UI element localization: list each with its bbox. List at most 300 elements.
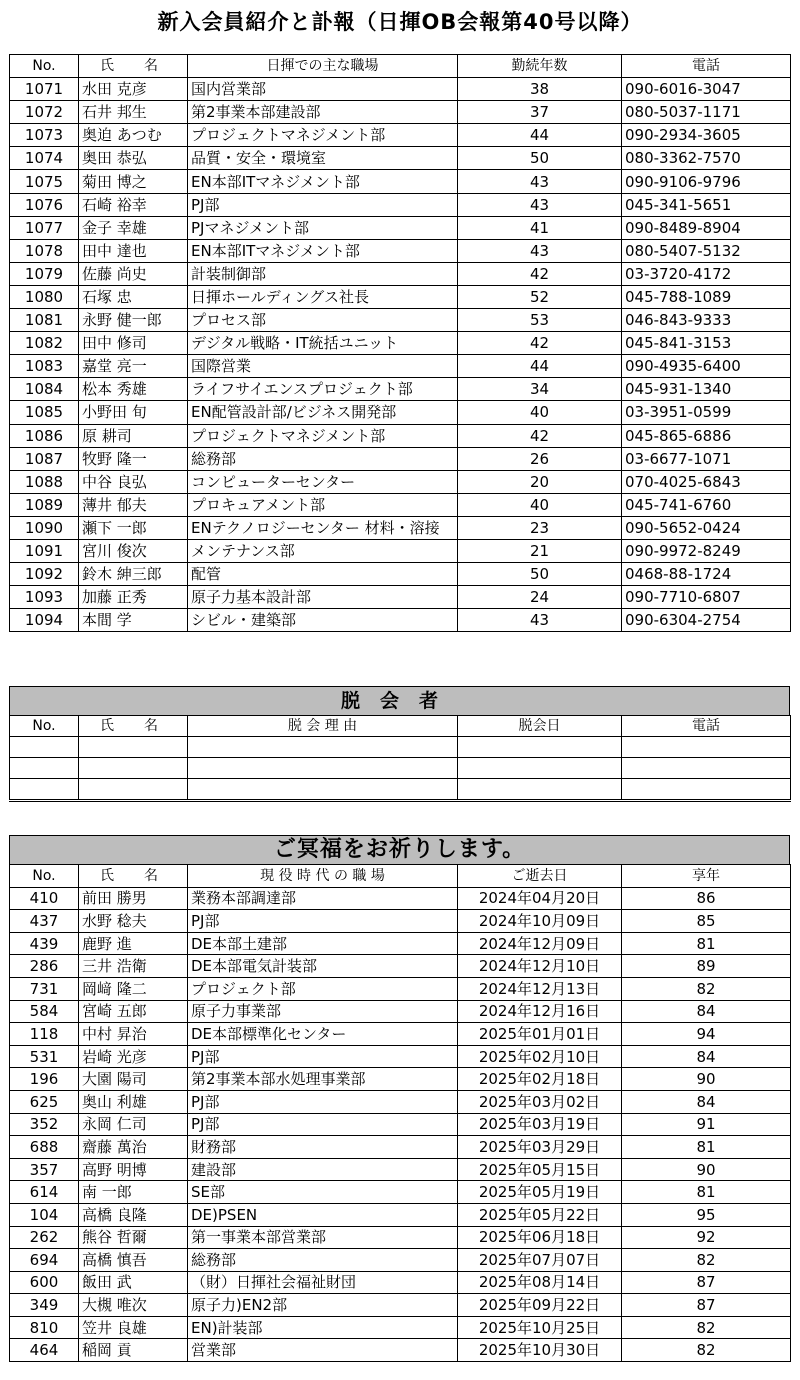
member-phone: 070-4025-6843	[622, 470, 791, 493]
deceased-no: 286	[10, 955, 79, 978]
member-years: 23	[458, 516, 622, 539]
member-department: EN本部ITマネジメント部	[188, 239, 458, 262]
member-name: 薄井 郁夫	[79, 493, 188, 516]
table-row	[10, 887, 791, 910]
deceased-date: 2025年05月19日	[458, 1181, 622, 1204]
withdrawal-name	[79, 758, 188, 779]
member-years: 50	[458, 147, 622, 170]
member-phone: 080-5037-1171	[622, 101, 791, 124]
member-name: 田中 修司	[79, 332, 188, 355]
header-no: No.	[10, 716, 79, 737]
member-years: 53	[458, 309, 622, 332]
deceased-no: 600	[10, 1271, 79, 1294]
table-row	[10, 779, 791, 801]
member-phone: 090-2934-3605	[622, 124, 791, 147]
deceased-age: 84	[622, 1045, 791, 1068]
deceased-name: 大槻 唯次	[79, 1294, 188, 1317]
member-phone: 03-3720-4172	[622, 262, 791, 285]
member-department: PJマネジメント部	[188, 216, 458, 239]
withdrawal-no	[10, 737, 79, 758]
header-name: 氏 名	[79, 716, 188, 737]
members-body	[10, 78, 791, 632]
deceased-no: 104	[10, 1203, 79, 1226]
member-no: 1082	[10, 332, 79, 355]
deceased-no: 439	[10, 932, 79, 955]
member-years: 50	[458, 563, 622, 586]
member-years: 38	[458, 78, 622, 101]
member-years: 24	[458, 586, 622, 609]
deceased-no: 584	[10, 1000, 79, 1023]
deceased-name: 南 一郎	[79, 1181, 188, 1204]
member-years: 43	[458, 193, 622, 216]
table-row	[10, 124, 791, 147]
deceased-date: 2025年10月25日	[458, 1316, 622, 1339]
deceased-workplace: 営業部	[188, 1339, 458, 1362]
member-department: 計装制御部	[188, 262, 458, 285]
obituaries-table	[9, 864, 791, 1362]
deceased-date: 2025年10月30日	[458, 1339, 622, 1362]
table-row	[10, 285, 791, 308]
member-years: 26	[458, 447, 622, 470]
table-row	[10, 332, 791, 355]
member-years: 37	[458, 101, 622, 124]
withdrawal-phone	[622, 737, 791, 758]
withdrawal-no	[10, 758, 79, 779]
member-years: 44	[458, 355, 622, 378]
deceased-name: 岩崎 光彦	[79, 1045, 188, 1068]
deceased-name: 永岡 仁司	[79, 1113, 188, 1136]
deceased-age: 82	[622, 1249, 791, 1272]
deceased-date: 2024年04月20日	[458, 887, 622, 910]
table-row	[10, 1068, 791, 1091]
deceased-workplace: プロジェクト部	[188, 977, 458, 1000]
table-row	[10, 586, 791, 609]
member-department: PJ部	[188, 193, 458, 216]
deceased-age: 92	[622, 1226, 791, 1249]
member-no: 1087	[10, 447, 79, 470]
deceased-workplace: SE部	[188, 1181, 458, 1204]
deceased-age: 90	[622, 1158, 791, 1181]
deceased-age: 90	[622, 1068, 791, 1091]
deceased-no: 349	[10, 1294, 79, 1317]
table-row	[10, 1136, 791, 1159]
member-phone: 0468-88-1724	[622, 563, 791, 586]
deceased-no: 357	[10, 1158, 79, 1181]
member-years: 43	[458, 239, 622, 262]
member-no: 1083	[10, 355, 79, 378]
header-workplace: 現 役 時 代 の 職 場	[188, 865, 458, 888]
deceased-date: 2025年03月29日	[458, 1136, 622, 1159]
deceased-date: 2025年05月22日	[458, 1203, 622, 1226]
member-name: 原 耕司	[79, 424, 188, 447]
table-row	[10, 1316, 791, 1339]
deceased-workplace: 原子力事業部	[188, 1000, 458, 1023]
member-phone: 045-865-6886	[622, 424, 791, 447]
member-years: 42	[458, 262, 622, 285]
member-name: 牧野 隆一	[79, 447, 188, 470]
table-row	[10, 401, 791, 424]
table-row	[10, 309, 791, 332]
deceased-date: 2025年02月10日	[458, 1045, 622, 1068]
table-row	[10, 493, 791, 516]
withdrawal-name	[79, 737, 188, 758]
member-no: 1093	[10, 586, 79, 609]
member-department: プロジェクトマネジメント部	[188, 124, 458, 147]
member-name: 鈴木 紳三郎	[79, 563, 188, 586]
member-years: 21	[458, 539, 622, 562]
member-phone: 046-843-9333	[622, 309, 791, 332]
deceased-workplace: 原子力)EN2部	[188, 1294, 458, 1317]
deceased-no: 531	[10, 1045, 79, 1068]
member-name: 奥迫 あつむ	[79, 124, 188, 147]
table-row	[10, 470, 791, 493]
deceased-name: 大園 陽司	[79, 1068, 188, 1091]
member-no: 1072	[10, 101, 79, 124]
member-no: 1094	[10, 609, 79, 632]
member-years: 52	[458, 285, 622, 308]
deceased-name: 岡﨑 隆二	[79, 977, 188, 1000]
member-name: 加藤 正秀	[79, 586, 188, 609]
member-years: 42	[458, 424, 622, 447]
deceased-no: 810	[10, 1316, 79, 1339]
member-name: 小野田 旬	[79, 401, 188, 424]
withdrawals-header-row	[10, 716, 791, 737]
deceased-no: 464	[10, 1339, 79, 1362]
table-row	[10, 193, 791, 216]
deceased-date: 2025年01月01日	[458, 1023, 622, 1046]
deceased-no: 437	[10, 910, 79, 933]
member-no: 1088	[10, 470, 79, 493]
member-name: 奥田 恭弘	[79, 147, 188, 170]
member-phone: 080-5407-5132	[622, 239, 791, 262]
member-department: 品質・安全・環境室	[188, 147, 458, 170]
member-no: 1084	[10, 378, 79, 401]
member-no: 1092	[10, 563, 79, 586]
withdrawal-reason	[188, 779, 458, 801]
member-phone: 090-4935-6400	[622, 355, 791, 378]
deceased-workplace: 総務部	[188, 1249, 458, 1272]
deceased-workplace: PJ部	[188, 1090, 458, 1113]
deceased-no: 352	[10, 1113, 79, 1136]
table-row	[10, 170, 791, 193]
deceased-no: 694	[10, 1249, 79, 1272]
deceased-workplace: DE本部土建部	[188, 932, 458, 955]
withdrawals-body	[10, 737, 791, 801]
deceased-date: 2024年12月16日	[458, 1000, 622, 1023]
member-years: 42	[458, 332, 622, 355]
member-name: 田中 達也	[79, 239, 188, 262]
deceased-date: 2025年07月07日	[458, 1249, 622, 1272]
deceased-date: 2024年10月09日	[458, 910, 622, 933]
deceased-name: 中村 昇治	[79, 1023, 188, 1046]
deceased-name: 三井 浩衛	[79, 955, 188, 978]
member-no: 1071	[10, 78, 79, 101]
deceased-no: 614	[10, 1181, 79, 1204]
header-years: 勤続年数	[458, 55, 622, 78]
deceased-name: 稲岡 貢	[79, 1339, 188, 1362]
deceased-age: 81	[622, 1136, 791, 1159]
withdrawal-no	[10, 779, 79, 801]
deceased-age: 81	[622, 1181, 791, 1204]
deceased-name: 高橋 良隆	[79, 1203, 188, 1226]
table-row	[10, 1339, 791, 1362]
member-department: シビル・建築部	[188, 609, 458, 632]
member-no: 1078	[10, 239, 79, 262]
deceased-no: 731	[10, 977, 79, 1000]
member-years: 34	[458, 378, 622, 401]
member-name: 石井 邦生	[79, 101, 188, 124]
member-phone: 045-841-3153	[622, 332, 791, 355]
member-name: 石崎 裕幸	[79, 193, 188, 216]
deceased-age: 89	[622, 955, 791, 978]
deceased-name: 宮崎 五郎	[79, 1000, 188, 1023]
deceased-name: 笠井 良雄	[79, 1316, 188, 1339]
table-row	[10, 1226, 791, 1249]
table-row	[10, 539, 791, 562]
deceased-name: 高橋 慎吾	[79, 1249, 188, 1272]
deceased-no: 410	[10, 887, 79, 910]
member-department: 第2事業本部建設部	[188, 101, 458, 124]
member-years: 44	[458, 124, 622, 147]
header-phone: 電話	[622, 716, 791, 737]
member-phone: 045-788-1089	[622, 285, 791, 308]
table-row	[10, 1294, 791, 1317]
deceased-date: 2024年12月13日	[458, 977, 622, 1000]
header-no: No.	[10, 865, 79, 888]
table-row	[10, 563, 791, 586]
member-phone: 090-9106-9796	[622, 170, 791, 193]
header-date: 脱会日	[458, 716, 622, 737]
deceased-date: 2024年12月09日	[458, 932, 622, 955]
table-row	[10, 147, 791, 170]
member-department: デジタル戦略・IT統括ユニット	[188, 332, 458, 355]
table-row	[10, 1045, 791, 1068]
member-department: 総務部	[188, 447, 458, 470]
deceased-age: 82	[622, 1339, 791, 1362]
deceased-name: 高野 明博	[79, 1158, 188, 1181]
member-phone: 090-6304-2754	[622, 609, 791, 632]
member-no: 1075	[10, 170, 79, 193]
table-row	[10, 424, 791, 447]
member-no: 1073	[10, 124, 79, 147]
withdrawals-title: 脱会者	[9, 686, 790, 716]
table-row	[10, 516, 791, 539]
deceased-date: 2025年02月18日	[458, 1068, 622, 1091]
deceased-workplace: 第一事業本部営業部	[188, 1226, 458, 1249]
members-table	[9, 54, 791, 632]
table-row	[10, 910, 791, 933]
deceased-name: 水野 稔夫	[79, 910, 188, 933]
table-row	[10, 1158, 791, 1181]
table-row	[10, 1181, 791, 1204]
deceased-workplace: PJ部	[188, 1113, 458, 1136]
deceased-age: 91	[622, 1113, 791, 1136]
member-years: 40	[458, 493, 622, 516]
member-years: 43	[458, 609, 622, 632]
member-no: 1077	[10, 216, 79, 239]
deceased-no: 625	[10, 1090, 79, 1113]
member-name: 中谷 良弘	[79, 470, 188, 493]
table-row	[10, 1113, 791, 1136]
deceased-workplace: 財務部	[188, 1136, 458, 1159]
table-row	[10, 101, 791, 124]
member-name: 嘉堂 亮一	[79, 355, 188, 378]
deceased-age: 86	[622, 887, 791, 910]
table-row	[10, 977, 791, 1000]
table-row	[10, 1249, 791, 1272]
member-name: 佐藤 尚史	[79, 262, 188, 285]
member-no: 1089	[10, 493, 79, 516]
member-no: 1079	[10, 262, 79, 285]
member-phone: 090-6016-3047	[622, 78, 791, 101]
member-phone: 090-9972-8249	[622, 539, 791, 562]
member-no: 1090	[10, 516, 79, 539]
member-department: 原子力基本設計部	[188, 586, 458, 609]
member-department: ライフサイエンスプロジェクト部	[188, 378, 458, 401]
member-phone: 090-7710-6807	[622, 586, 791, 609]
member-department: ENテクノロジーセンター 材料・溶接	[188, 516, 458, 539]
obituaries-body	[10, 887, 791, 1361]
table-row	[10, 1000, 791, 1023]
deceased-date: 2025年06月18日	[458, 1226, 622, 1249]
header-death-date: ご逝去日	[458, 865, 622, 888]
member-phone: 045-931-1340	[622, 378, 791, 401]
member-department: 国内営業部	[188, 78, 458, 101]
deceased-date: 2025年08月14日	[458, 1271, 622, 1294]
deceased-workplace: DE)PSEN	[188, 1203, 458, 1226]
member-no: 1091	[10, 539, 79, 562]
member-phone: 045-341-5651	[622, 193, 791, 216]
deceased-age: 81	[622, 932, 791, 955]
table-row	[10, 239, 791, 262]
deceased-workplace: （財）日揮社会福祉財団	[188, 1271, 458, 1294]
deceased-age: 94	[622, 1023, 791, 1046]
member-name: 石塚 忠	[79, 285, 188, 308]
member-name: 松本 秀雄	[79, 378, 188, 401]
deceased-name: 奥山 利雄	[79, 1090, 188, 1113]
member-department: コンピューターセンター	[188, 470, 458, 493]
table-row	[10, 758, 791, 779]
table-row	[10, 355, 791, 378]
obituaries-title: ご冥福をお祈りします。	[9, 835, 790, 865]
withdrawals-table	[9, 715, 791, 802]
deceased-name: 齋藤 萬治	[79, 1136, 188, 1159]
member-department: メンテナンス部	[188, 539, 458, 562]
member-department: プロセス部	[188, 309, 458, 332]
deceased-age: 82	[622, 1316, 791, 1339]
member-department: EN本部ITマネジメント部	[188, 170, 458, 193]
deceased-workplace: 建設部	[188, 1158, 458, 1181]
table-row	[10, 955, 791, 978]
member-phone: 080-3362-7570	[622, 147, 791, 170]
member-no: 1080	[10, 285, 79, 308]
member-no: 1086	[10, 424, 79, 447]
header-phone: 電話	[622, 55, 791, 78]
header-department: 日揮での主な職場	[188, 55, 458, 78]
deceased-workplace: PJ部	[188, 1045, 458, 1068]
table-row	[10, 1271, 791, 1294]
deceased-age: 84	[622, 1090, 791, 1113]
table-row	[10, 1090, 791, 1113]
table-row	[10, 1023, 791, 1046]
deceased-age: 87	[622, 1271, 791, 1294]
deceased-name: 飯田 武	[79, 1271, 188, 1294]
deceased-workplace: 第2事業本部水処理事業部	[188, 1068, 458, 1091]
member-department: プロキュアメント部	[188, 493, 458, 516]
member-no: 1081	[10, 309, 79, 332]
member-name: 金子 幸雄	[79, 216, 188, 239]
withdrawal-phone	[622, 758, 791, 779]
member-department: 配管	[188, 563, 458, 586]
table-row	[10, 78, 791, 101]
member-name: 本間 学	[79, 609, 188, 632]
deceased-workplace: PJ部	[188, 910, 458, 933]
withdrawal-date	[458, 779, 622, 801]
deceased-age: 82	[622, 977, 791, 1000]
deceased-age: 87	[622, 1294, 791, 1317]
member-name: 水田 克彦	[79, 78, 188, 101]
member-years: 43	[458, 170, 622, 193]
member-phone: 03-6677-1071	[622, 447, 791, 470]
withdrawal-name	[79, 779, 188, 801]
header-no: No.	[10, 55, 79, 78]
table-row	[10, 1203, 791, 1226]
obituaries-header-row	[10, 865, 791, 888]
deceased-age: 84	[622, 1000, 791, 1023]
deceased-workplace: 業務本部調達部	[188, 887, 458, 910]
deceased-date: 2025年03月19日	[458, 1113, 622, 1136]
deceased-age: 85	[622, 910, 791, 933]
member-department: EN配管設計部/ビジネス開発部	[188, 401, 458, 424]
member-years: 20	[458, 470, 622, 493]
deceased-date: 2025年05月15日	[458, 1158, 622, 1181]
member-phone: 03-3951-0599	[622, 401, 791, 424]
member-name: 瀬下 一郎	[79, 516, 188, 539]
table-row	[10, 378, 791, 401]
deceased-workplace: EN)計装部	[188, 1316, 458, 1339]
deceased-no: 262	[10, 1226, 79, 1249]
deceased-name: 鹿野 進	[79, 932, 188, 955]
member-phone: 090-8489-8904	[622, 216, 791, 239]
page-title: 新入会員紹介と訃報（日揮OB会報第40号以降）	[157, 10, 643, 34]
table-row	[10, 216, 791, 239]
member-name: 宮川 俊次	[79, 539, 188, 562]
deceased-name: 熊谷 哲爾	[79, 1226, 188, 1249]
deceased-age: 95	[622, 1203, 791, 1226]
header-name: 氏 名	[79, 865, 188, 888]
table-row	[10, 737, 791, 758]
member-phone: 045-741-6760	[622, 493, 791, 516]
deceased-no: 688	[10, 1136, 79, 1159]
member-no: 1085	[10, 401, 79, 424]
deceased-no: 118	[10, 1023, 79, 1046]
member-years: 41	[458, 216, 622, 239]
deceased-name: 前田 勝男	[79, 887, 188, 910]
header-name: 氏 名	[79, 55, 188, 78]
deceased-workplace: DE本部電気計装部	[188, 955, 458, 978]
member-department: 日揮ホールディングス社長	[188, 285, 458, 308]
withdrawal-phone	[622, 779, 791, 801]
withdrawal-reason	[188, 737, 458, 758]
member-name: 菊田 博之	[79, 170, 188, 193]
member-no: 1074	[10, 147, 79, 170]
deceased-workplace: DE本部標準化センター	[188, 1023, 458, 1046]
member-department: 国際営業	[188, 355, 458, 378]
members-header-row	[10, 55, 791, 78]
deceased-date: 2025年09月22日	[458, 1294, 622, 1317]
withdrawal-reason	[188, 758, 458, 779]
withdrawal-date	[458, 737, 622, 758]
